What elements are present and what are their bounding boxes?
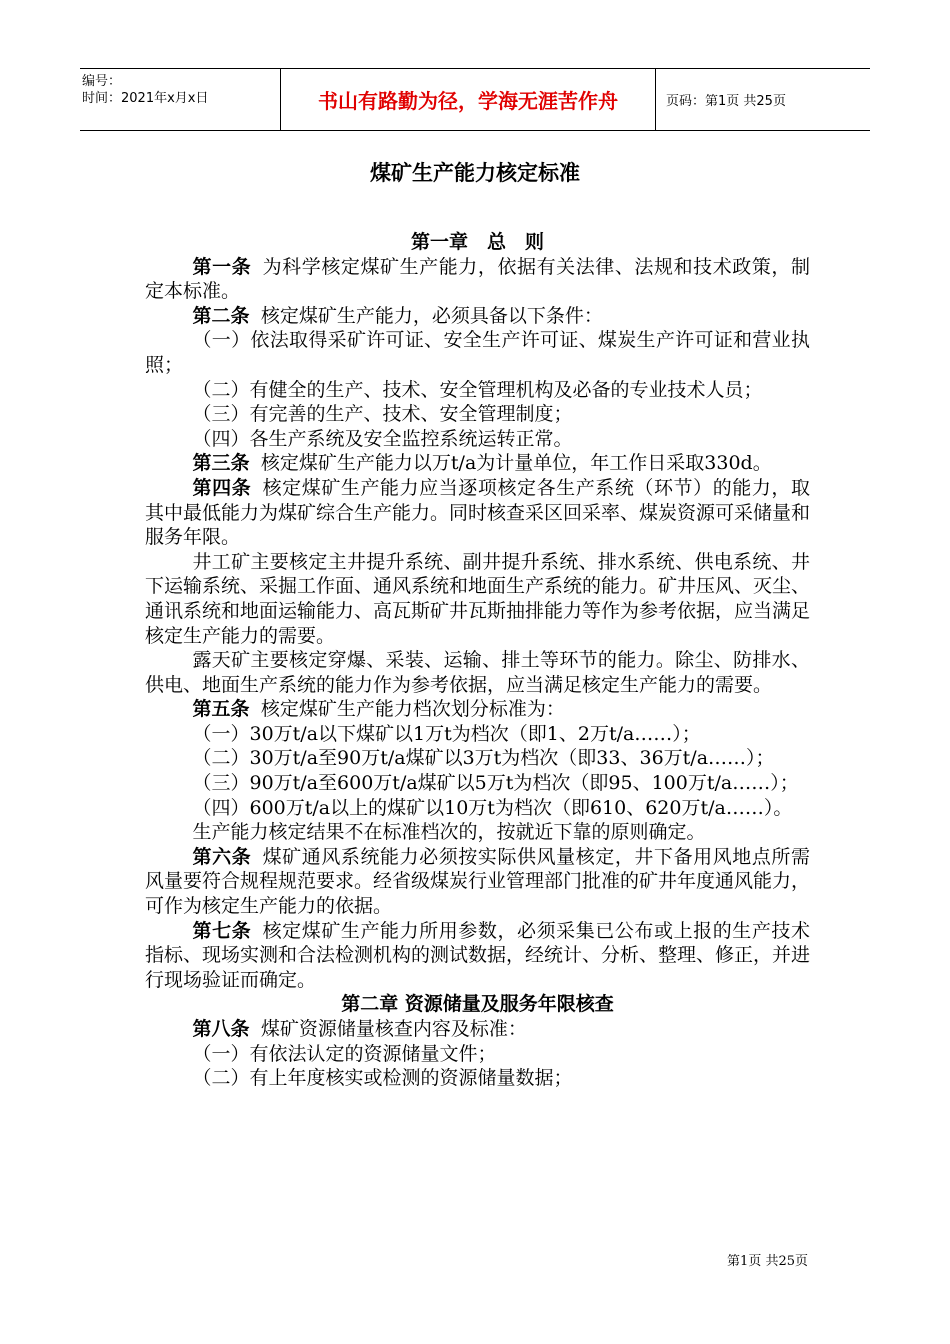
article-text: 煤矿通风系统能力必须按实际供风量核定，井下备用风地点所需风量要符合规程规范要求。经省级煤炭行业管理部门批准的矿井年度通风能力，可作为核定生产能力的依据。 bbox=[145, 845, 811, 918]
article-text: 核定煤矿生产能力，必须具备以下条件： bbox=[260, 304, 603, 327]
list-item: （四）600万t/a以上的煤矿以10万t为档次（即610、620万t/a……）。 bbox=[192, 796, 793, 819]
document-body bbox=[145, 230, 810, 1091]
page-header bbox=[80, 68, 870, 131]
article-label: 第八条 bbox=[192, 1018, 250, 1040]
chapter-heading: 第一章 总 则 bbox=[410, 231, 544, 253]
article-2 bbox=[145, 304, 810, 329]
header-motto: 书山有路勤为径，学海无涯苦作舟 bbox=[280, 69, 656, 130]
header-meta bbox=[80, 69, 280, 130]
article-8 bbox=[145, 1017, 810, 1042]
article-text: 核定煤矿生产能力以万t/a为计量单位，年工作日采取330d。 bbox=[260, 452, 772, 475]
header-page-info: 页码：第1页 共25页 bbox=[666, 94, 786, 109]
article-3 bbox=[145, 451, 810, 476]
list-item: （一）依法取得采矿许可证、安全生产许可证、煤炭生产许可证和营业执照； bbox=[145, 329, 810, 376]
article-label: 第七条 bbox=[192, 919, 252, 942]
list-item: （二）30万t/a至90万t/a煤矿以3万t为档次（即33、36万t/a……）； bbox=[192, 747, 775, 770]
chapter-heading: 第二章 资源储量及服务年限核查 bbox=[341, 993, 614, 1016]
list-item: （三）有完善的生产、技术、安全管理制度； bbox=[192, 403, 573, 426]
article-label: 第一条 bbox=[192, 255, 252, 278]
article-label: 第五条 bbox=[192, 698, 250, 721]
list-item: （二）有健全的生产、技术、安全管理机构及必备的专业技术人员； bbox=[192, 378, 763, 401]
article-5 bbox=[145, 697, 810, 722]
article-text: 核定煤矿生产能力所用参数，必须采集已公布或上报的生产技术指标、现场实测和合法检测机构的测试数据，经统计、分析、整理、修正，并进行现场验证而确定。 bbox=[145, 919, 811, 991]
article-text: 煤矿资源储量核查内容及标准： bbox=[260, 1018, 527, 1040]
article-6 bbox=[145, 845, 810, 919]
paragraph: 生产能力核定结果不在标准档次的，按就近下靠的原则确定。 bbox=[192, 821, 706, 844]
article-text: 核定煤矿生产能力应当逐项核定各生产系统（环节）的能力，取其中最低能力为煤矿综合生产能力。同时核查采区回采率、煤炭资源可采储量和服务年限。 bbox=[145, 476, 811, 549]
page-footer: 第1页 共25页 bbox=[727, 1254, 808, 1269]
article-text: 为科学核定煤矿生产能力，依据有关法律、法规和技术政策，制定本标准。 bbox=[145, 255, 810, 303]
article-label: 第四条 bbox=[192, 476, 252, 499]
paragraph: 露天矿主要核定穿爆、采装、运输、排土等环节的能力。除尘、防排水、供电、地面生产系统的能力作为参考依据，应当满足核定生产能力的需要。 bbox=[145, 649, 810, 696]
list-item: （三）90万t/a至600万t/a煤矿以5万t为档次（即95、100万t/a……）； bbox=[192, 772, 799, 795]
list-item: （二）有上年度核实或检测的资源储量数据； bbox=[192, 1067, 573, 1090]
article-text: 核定煤矿生产能力档次划分标准为： bbox=[260, 698, 565, 721]
article-4 bbox=[145, 476, 810, 550]
list-item: （一）30万t/a以下煤矿以1万t为档次（即1、2万t/a……）； bbox=[192, 722, 701, 745]
article-label: 第三条 bbox=[192, 452, 250, 475]
article-label: 第二条 bbox=[192, 304, 250, 327]
article-1 bbox=[145, 255, 810, 304]
article-label: 第六条 bbox=[192, 845, 252, 868]
document-time: 时间：2021年x月x日 bbox=[82, 91, 209, 106]
document-number-label: 编号： bbox=[82, 74, 122, 89]
article-7 bbox=[145, 919, 810, 993]
list-item: （一）有依法认定的资源储量文件； bbox=[192, 1042, 497, 1065]
paragraph: 井工矿主要核定主井提升系统、副井提升系统、排水系统、供电系统、井下运输系统、采掘工作面、通风系统和地面生产系统的能力。矿井压风、灭尘、通讯系统和地面运输能力、高瓦斯矿井瓦斯抽排能力等作为参考依据，应当满足核定生产能力的需要。 bbox=[145, 550, 811, 647]
document-title: 煤矿生产能力核定标准 bbox=[370, 161, 580, 185]
list-item: （四）各生产系统及安全监控系统运转正常。 bbox=[192, 427, 573, 450]
